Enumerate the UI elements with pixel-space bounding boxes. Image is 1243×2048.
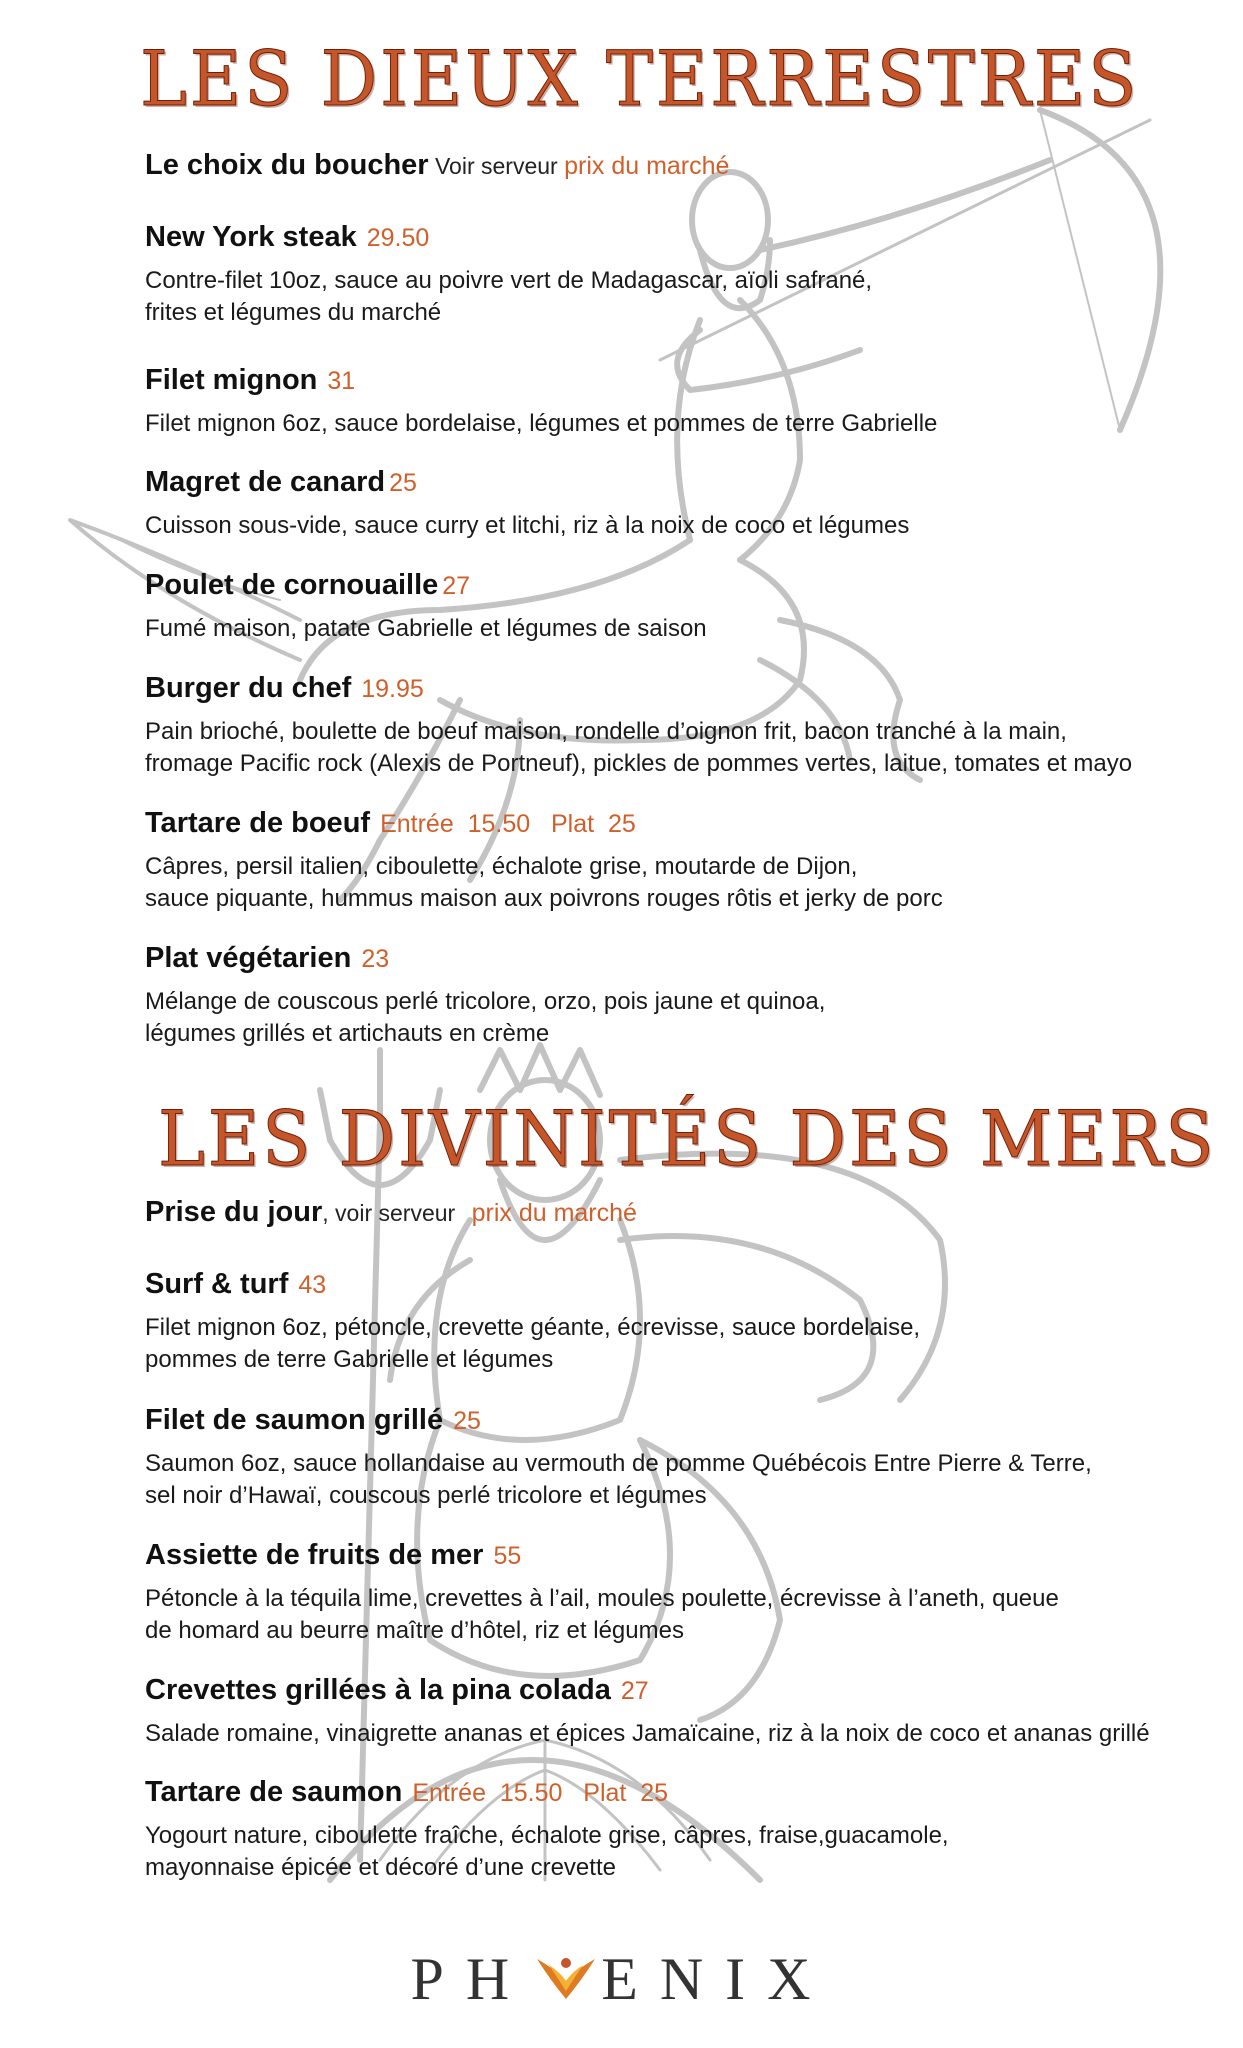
phoenix-bird-icon [531, 1949, 601, 2001]
menu-item-surf-and-turf [145, 1267, 1205, 1376]
item-description [145, 1312, 1205, 1376]
item-name: Le choix du boucher [145, 149, 429, 181]
item-name: Tartare de boeuf [145, 807, 371, 839]
logo-text-left: PH [410, 1946, 532, 2012]
item-price: prix du marché [564, 152, 730, 180]
item-description [145, 613, 1205, 645]
logo-text-right: ENIX [601, 1946, 833, 2012]
menu-item-crevettes-grillees-pina-colada [145, 1673, 1205, 1750]
item-price: 31 [327, 367, 356, 395]
description-line: Pain brioché, boulette de boeuf maison, rondelle d’oignon frit, bacon tranché à la main, [145, 718, 1067, 745]
item-price: 25 [389, 469, 417, 497]
menu-item-prise-du-jour [145, 1195, 1205, 1238]
item-description [145, 716, 1205, 780]
item-price: 43 [298, 1271, 327, 1299]
description-line: frites et légumes du marché [145, 299, 442, 326]
menu-item-filet-de-saumon-grille [145, 1403, 1205, 1512]
item-name: Crevettes grillées à la pina colada [145, 1674, 611, 1706]
item-name: Filet mignon [145, 364, 318, 396]
item-note: , voir serveur [322, 1200, 462, 1226]
menu-item-burger-du-chef [145, 671, 1205, 780]
item-name: Plat végétarien [145, 942, 352, 974]
description-line: pommes de terre Gabrielle et légumes [145, 1346, 554, 1373]
description-line: sauce piquante, hummus maison aux poivrons rouges rôtis et jerky de porc [145, 885, 943, 912]
description-line: Pétoncle à la téquila lime, crevettes à l’ail, moules poulette, écrevisse à l’aneth, queue [145, 1585, 1059, 1612]
item-name: Tartare de saumon [145, 1776, 403, 1808]
item-price: 27 [620, 1677, 649, 1705]
item-name: Poulet de cornouaille [145, 569, 439, 601]
menu-item-assiette-de-fruits-de-mer [145, 1538, 1205, 1647]
section-title-divinites-des-mers: LES DIVINITÉS DES MERS [158, 1094, 1217, 1183]
description-line: Câpres, persil italien, ciboulette, échalote grise, moutarde de Dijon, [145, 853, 858, 880]
description-line: Saumon 6oz, sauce hollandaise au vermouth de pomme Québécois Entre Pierre & Terre, [145, 1450, 1092, 1477]
item-description [145, 510, 1205, 542]
item-price: Entrée 15.50 Plat 25 [412, 1779, 669, 1807]
item-name: Assiette de fruits de mer [145, 1539, 484, 1571]
item-price: 19.95 [361, 675, 424, 703]
item-description [145, 1583, 1205, 1647]
menu-item-plat-vegetarien [145, 941, 1205, 1050]
description-line: Filet mignon 6oz, pétoncle, crevette géante, écrevisse, sauce bordelaise, [145, 1314, 921, 1341]
item-price: 27 [442, 572, 471, 600]
item-price: prix du marché [471, 1199, 637, 1227]
item-description [145, 1718, 1205, 1750]
item-price: 55 [493, 1542, 522, 1570]
description-line: Cuisson sous-vide, sauce curry et litchi, riz à la noix de coco et légumes [145, 512, 910, 539]
description-line: Mélange de couscous perlé tricolore, orzo, pois jaune et quinoa, [145, 988, 826, 1015]
item-description [145, 1820, 1205, 1884]
description-line: Salade romaine, vinaigrette ananas et épices Jamaïcaine, riz à la noix de coco et ananas grillé [145, 1720, 1150, 1747]
item-price: 23 [361, 945, 390, 973]
item-name: Filet de saumon grillé [145, 1404, 444, 1436]
phoenix-logo [0, 1945, 1243, 2014]
menu-item-tartare-de-saumon [145, 1775, 1205, 1884]
description-line: fromage Pacific rock (Alexis de Portneuf), pickles de pommes vertes, laitue, tomates et mayo [145, 750, 1133, 777]
item-description [145, 408, 1205, 440]
item-price: Entrée 15.50 Plat 25 [380, 810, 636, 838]
item-description [145, 1448, 1205, 1512]
description-line: de homard au beurre maître d’hôtel, riz et légumes [145, 1617, 684, 1644]
description-line: Fumé maison, patate Gabrielle et légumes de saison [145, 615, 707, 642]
item-description [145, 265, 1205, 329]
menu-item-new-york-steak [145, 220, 1205, 329]
description-line: légumes grillés et artichauts en crème [145, 1020, 550, 1047]
description-line: sel noir d’Hawaï, couscous perlé tricolore et légumes [145, 1482, 707, 1509]
item-name: Prise du jour [145, 1196, 323, 1228]
description-line: Filet mignon 6oz, sauce bordelaise, légumes et pommes de terre Gabrielle [145, 410, 938, 437]
item-name: Magret de canard [145, 466, 386, 498]
item-name: Burger du chef [145, 672, 352, 704]
item-description [145, 986, 1205, 1050]
section-title-dieux-terrestres: LES DIEUX TERRESTRES [140, 34, 1140, 123]
menu-item-magret-de-canard [145, 465, 1205, 542]
item-price: 25 [453, 1407, 481, 1435]
menu-item-filet-mignon [145, 363, 1205, 440]
description-line: mayonnaise épicée et décoré d’une crevette [145, 1854, 616, 1881]
menu-item-tartare-de-boeuf [145, 806, 1205, 915]
item-name: Surf & turf [145, 1268, 289, 1300]
description-line: Contre-filet 10oz, sauce au poivre vert de Madagascar, aïoli safrané, [145, 267, 873, 294]
item-price: 29.50 [366, 224, 430, 252]
description-line: Yogourt nature, ciboulette fraîche, échalote grise, câpres, fraise,guacamole, [145, 1822, 949, 1849]
item-name: New York steak [145, 221, 357, 253]
item-description [145, 851, 1205, 915]
menu-item-poulet-de-cornouaille [145, 568, 1205, 645]
item-note: Voir serveur [428, 153, 565, 179]
menu-item-choix-du-boucher [145, 148, 1205, 191]
